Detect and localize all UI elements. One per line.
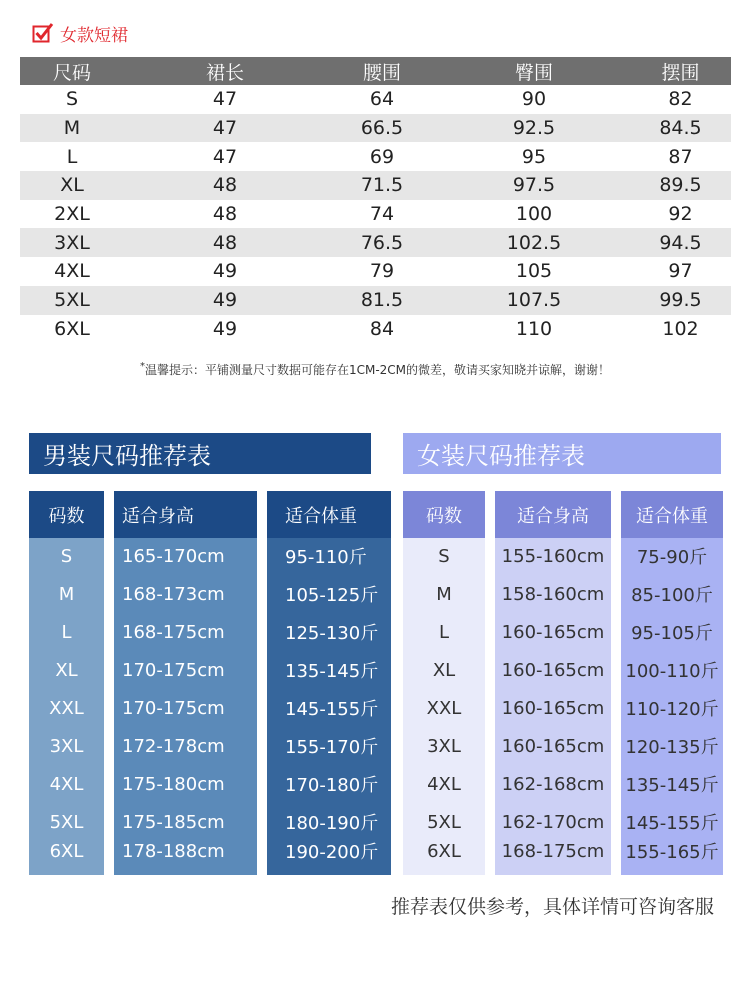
men-table-cell: 105-125斤 xyxy=(285,585,379,606)
women-table-cell: 158-160cm xyxy=(501,583,605,605)
women-table-cell: 85-100斤 xyxy=(631,585,713,606)
header-cell-size: 尺码 xyxy=(52,61,91,84)
table-row xyxy=(20,228,731,257)
men-table-cell: 180-190斤 xyxy=(285,813,379,834)
table-cell: 48 xyxy=(212,231,238,254)
section-title xyxy=(32,20,128,46)
table-cell: 94.5 xyxy=(659,231,702,254)
note-text: 温馨提示：平铺测量尺寸数据可能存在1CM-2CM的微差，敬请买家知晓并谅解，谢谢！ xyxy=(144,363,611,377)
table-cell: 49 xyxy=(212,260,238,283)
table-cell: 92.5 xyxy=(512,117,556,140)
men-column-size xyxy=(29,491,104,875)
women-header-weight: 适合体重 xyxy=(621,491,723,538)
table-cell: 76.5 xyxy=(360,231,404,254)
men-table-cell: XXL xyxy=(49,697,84,719)
table-cell: 47 xyxy=(212,145,238,168)
men-table-cell: 135-145斤 xyxy=(285,661,379,682)
women-table-cell: 145-155斤 xyxy=(625,813,719,834)
men-table-cell: 168-173cm xyxy=(122,583,225,605)
women-size-table xyxy=(403,491,723,875)
women-table-cell: 160-165cm xyxy=(501,621,605,643)
table-cell: 49 xyxy=(212,289,238,312)
table-cell: 5XL xyxy=(54,289,90,312)
women-table-cell: 4XL xyxy=(427,773,461,795)
men-column-height xyxy=(114,491,257,875)
women-header-height: 适合身高 xyxy=(495,491,611,538)
table-cell: 87 xyxy=(668,145,693,168)
men-table-cell: 5XL xyxy=(49,811,84,833)
women-column-weight xyxy=(621,491,723,875)
table-cell: 110 xyxy=(515,317,553,340)
table-cell: 100 xyxy=(515,203,553,226)
women-table-cell: XL xyxy=(432,659,456,681)
women-table-title: 女装尺码推荐表 xyxy=(403,433,721,474)
men-table-cell: 175-185cm xyxy=(122,811,225,833)
table-cell: 97.5 xyxy=(512,174,556,197)
table-cell: 107.5 xyxy=(506,289,562,312)
table-cell: 105 xyxy=(515,260,553,283)
table-row xyxy=(20,85,731,114)
men-table-cell: 170-175cm xyxy=(122,659,225,681)
men-table-cell: 170-175cm xyxy=(122,697,225,719)
men-table-cell: 178-188cm xyxy=(122,840,225,862)
men-table-cell: 95-110斤 xyxy=(285,547,367,568)
table-row xyxy=(20,286,731,315)
men-table-cell: 145-155斤 xyxy=(285,699,379,720)
men-column-weight xyxy=(267,491,391,875)
table-cell: 82 xyxy=(668,88,693,111)
women-table-cell: 168-175cm xyxy=(501,840,605,862)
table-cell: S xyxy=(65,88,79,111)
men-table-cell: 170-180斤 xyxy=(285,775,379,796)
table-cell: 89.5 xyxy=(659,174,702,197)
men-table-cell: 168-175cm xyxy=(122,621,225,643)
women-table-cell: 162-168cm xyxy=(501,773,605,795)
women-table-cell: L xyxy=(438,621,450,643)
women-table-cell: 110-120斤 xyxy=(625,699,719,720)
men-header-weight: 适合体重 xyxy=(267,491,391,538)
table-cell: 3XL xyxy=(54,231,90,254)
men-table-cell: 190-200斤 xyxy=(285,842,379,863)
men-table-cell: 155-170斤 xyxy=(285,737,379,758)
table-cell: 79 xyxy=(369,260,395,283)
table-cell: 47 xyxy=(212,88,238,111)
footer-note: 推荐表仅供参考，具体详情可咨询客服 xyxy=(390,896,714,918)
table-row xyxy=(20,257,731,286)
size-table-header xyxy=(20,57,731,85)
table-cell: 84.5 xyxy=(659,117,702,140)
women-table-cell: 135-145斤 xyxy=(625,775,719,796)
table-cell: 81.5 xyxy=(360,289,404,312)
women-table-cell: 160-165cm xyxy=(501,659,605,681)
women-table-cell: 155-160cm xyxy=(501,545,605,567)
men-table-cell: S xyxy=(60,545,73,567)
table-row xyxy=(20,114,731,143)
women-table-cell: 5XL xyxy=(427,811,461,833)
table-row xyxy=(20,171,731,200)
women-table-cell: 160-165cm xyxy=(501,735,605,757)
table-cell: 102 xyxy=(662,317,699,340)
header-cell-length: 裙长 xyxy=(205,61,244,84)
men-header-size: 码数 xyxy=(29,491,104,538)
men-table-cell: XL xyxy=(55,659,78,681)
men-size-table xyxy=(29,491,391,875)
measurement-note xyxy=(0,361,750,378)
page-title: 女款短裙 xyxy=(60,25,128,46)
men-table-title: 男装尺码推荐表 xyxy=(29,433,371,474)
header-cell-hem: 摆围 xyxy=(661,61,700,84)
table-cell: 102.5 xyxy=(506,231,562,254)
women-table-cell: 95-105斤 xyxy=(631,623,713,644)
men-header-height: 适合身高 xyxy=(114,491,257,538)
men-table-cell: 172-178cm xyxy=(122,735,225,757)
women-column-size xyxy=(403,491,485,875)
women-table-cell: M xyxy=(436,583,452,605)
women-table-cell: 6XL xyxy=(427,840,461,862)
men-table-cell: 3XL xyxy=(49,735,84,757)
table-cell: 97 xyxy=(668,260,693,283)
header-cell-hip: 臀围 xyxy=(514,61,553,84)
table-cell: 71.5 xyxy=(360,174,404,197)
table-cell: 74 xyxy=(369,203,395,226)
table-row xyxy=(20,142,731,171)
table-row xyxy=(20,315,731,344)
table-cell: L xyxy=(66,145,78,168)
women-table-cell: 100-110斤 xyxy=(625,661,719,682)
table-cell: 95 xyxy=(521,145,547,168)
table-cell: 92 xyxy=(668,203,693,226)
women-table-cell: 162-170cm xyxy=(501,811,605,833)
women-column-height xyxy=(495,491,611,875)
men-table-cell: 165-170cm xyxy=(122,545,225,567)
men-table-cell: L xyxy=(61,621,72,643)
women-header-size: 码数 xyxy=(403,491,485,538)
table-cell: 2XL xyxy=(54,203,90,226)
men-table-cell: 125-130斤 xyxy=(285,623,379,644)
men-table-cell: 175-180cm xyxy=(122,773,225,795)
table-cell: XL xyxy=(60,174,84,197)
table-cell: 47 xyxy=(212,117,238,140)
table-row xyxy=(20,200,731,229)
men-table-cell: 6XL xyxy=(49,840,84,862)
table-cell: 6XL xyxy=(54,317,90,340)
table-cell: 64 xyxy=(369,88,395,111)
table-cell: 49 xyxy=(212,317,238,340)
men-table-cell: M xyxy=(58,583,75,605)
checkbox-checked-icon xyxy=(32,22,54,44)
table-cell: 84 xyxy=(369,317,395,340)
size-table xyxy=(20,57,731,343)
women-table-cell: 3XL xyxy=(427,735,461,757)
table-cell: 48 xyxy=(212,203,238,226)
table-cell: 66.5 xyxy=(360,117,404,140)
header-cell-waist: 腰围 xyxy=(362,61,401,84)
women-table-cell: 160-165cm xyxy=(501,697,605,719)
table-cell: 99.5 xyxy=(659,289,702,312)
women-table-cell: 120-135斤 xyxy=(625,737,719,758)
table-cell: M xyxy=(63,117,81,140)
men-table-cell: 4XL xyxy=(49,773,84,795)
women-table-cell: 75-90斤 xyxy=(636,547,708,568)
table-cell: 48 xyxy=(212,174,238,197)
table-cell: 90 xyxy=(521,88,547,111)
women-table-cell: 155-165斤 xyxy=(625,842,719,863)
women-table-cell: XXL xyxy=(426,697,462,719)
women-table-cell: S xyxy=(438,545,450,567)
table-cell: 69 xyxy=(369,145,395,168)
note-asterisk: * xyxy=(139,361,145,372)
table-cell: 4XL xyxy=(54,260,90,283)
